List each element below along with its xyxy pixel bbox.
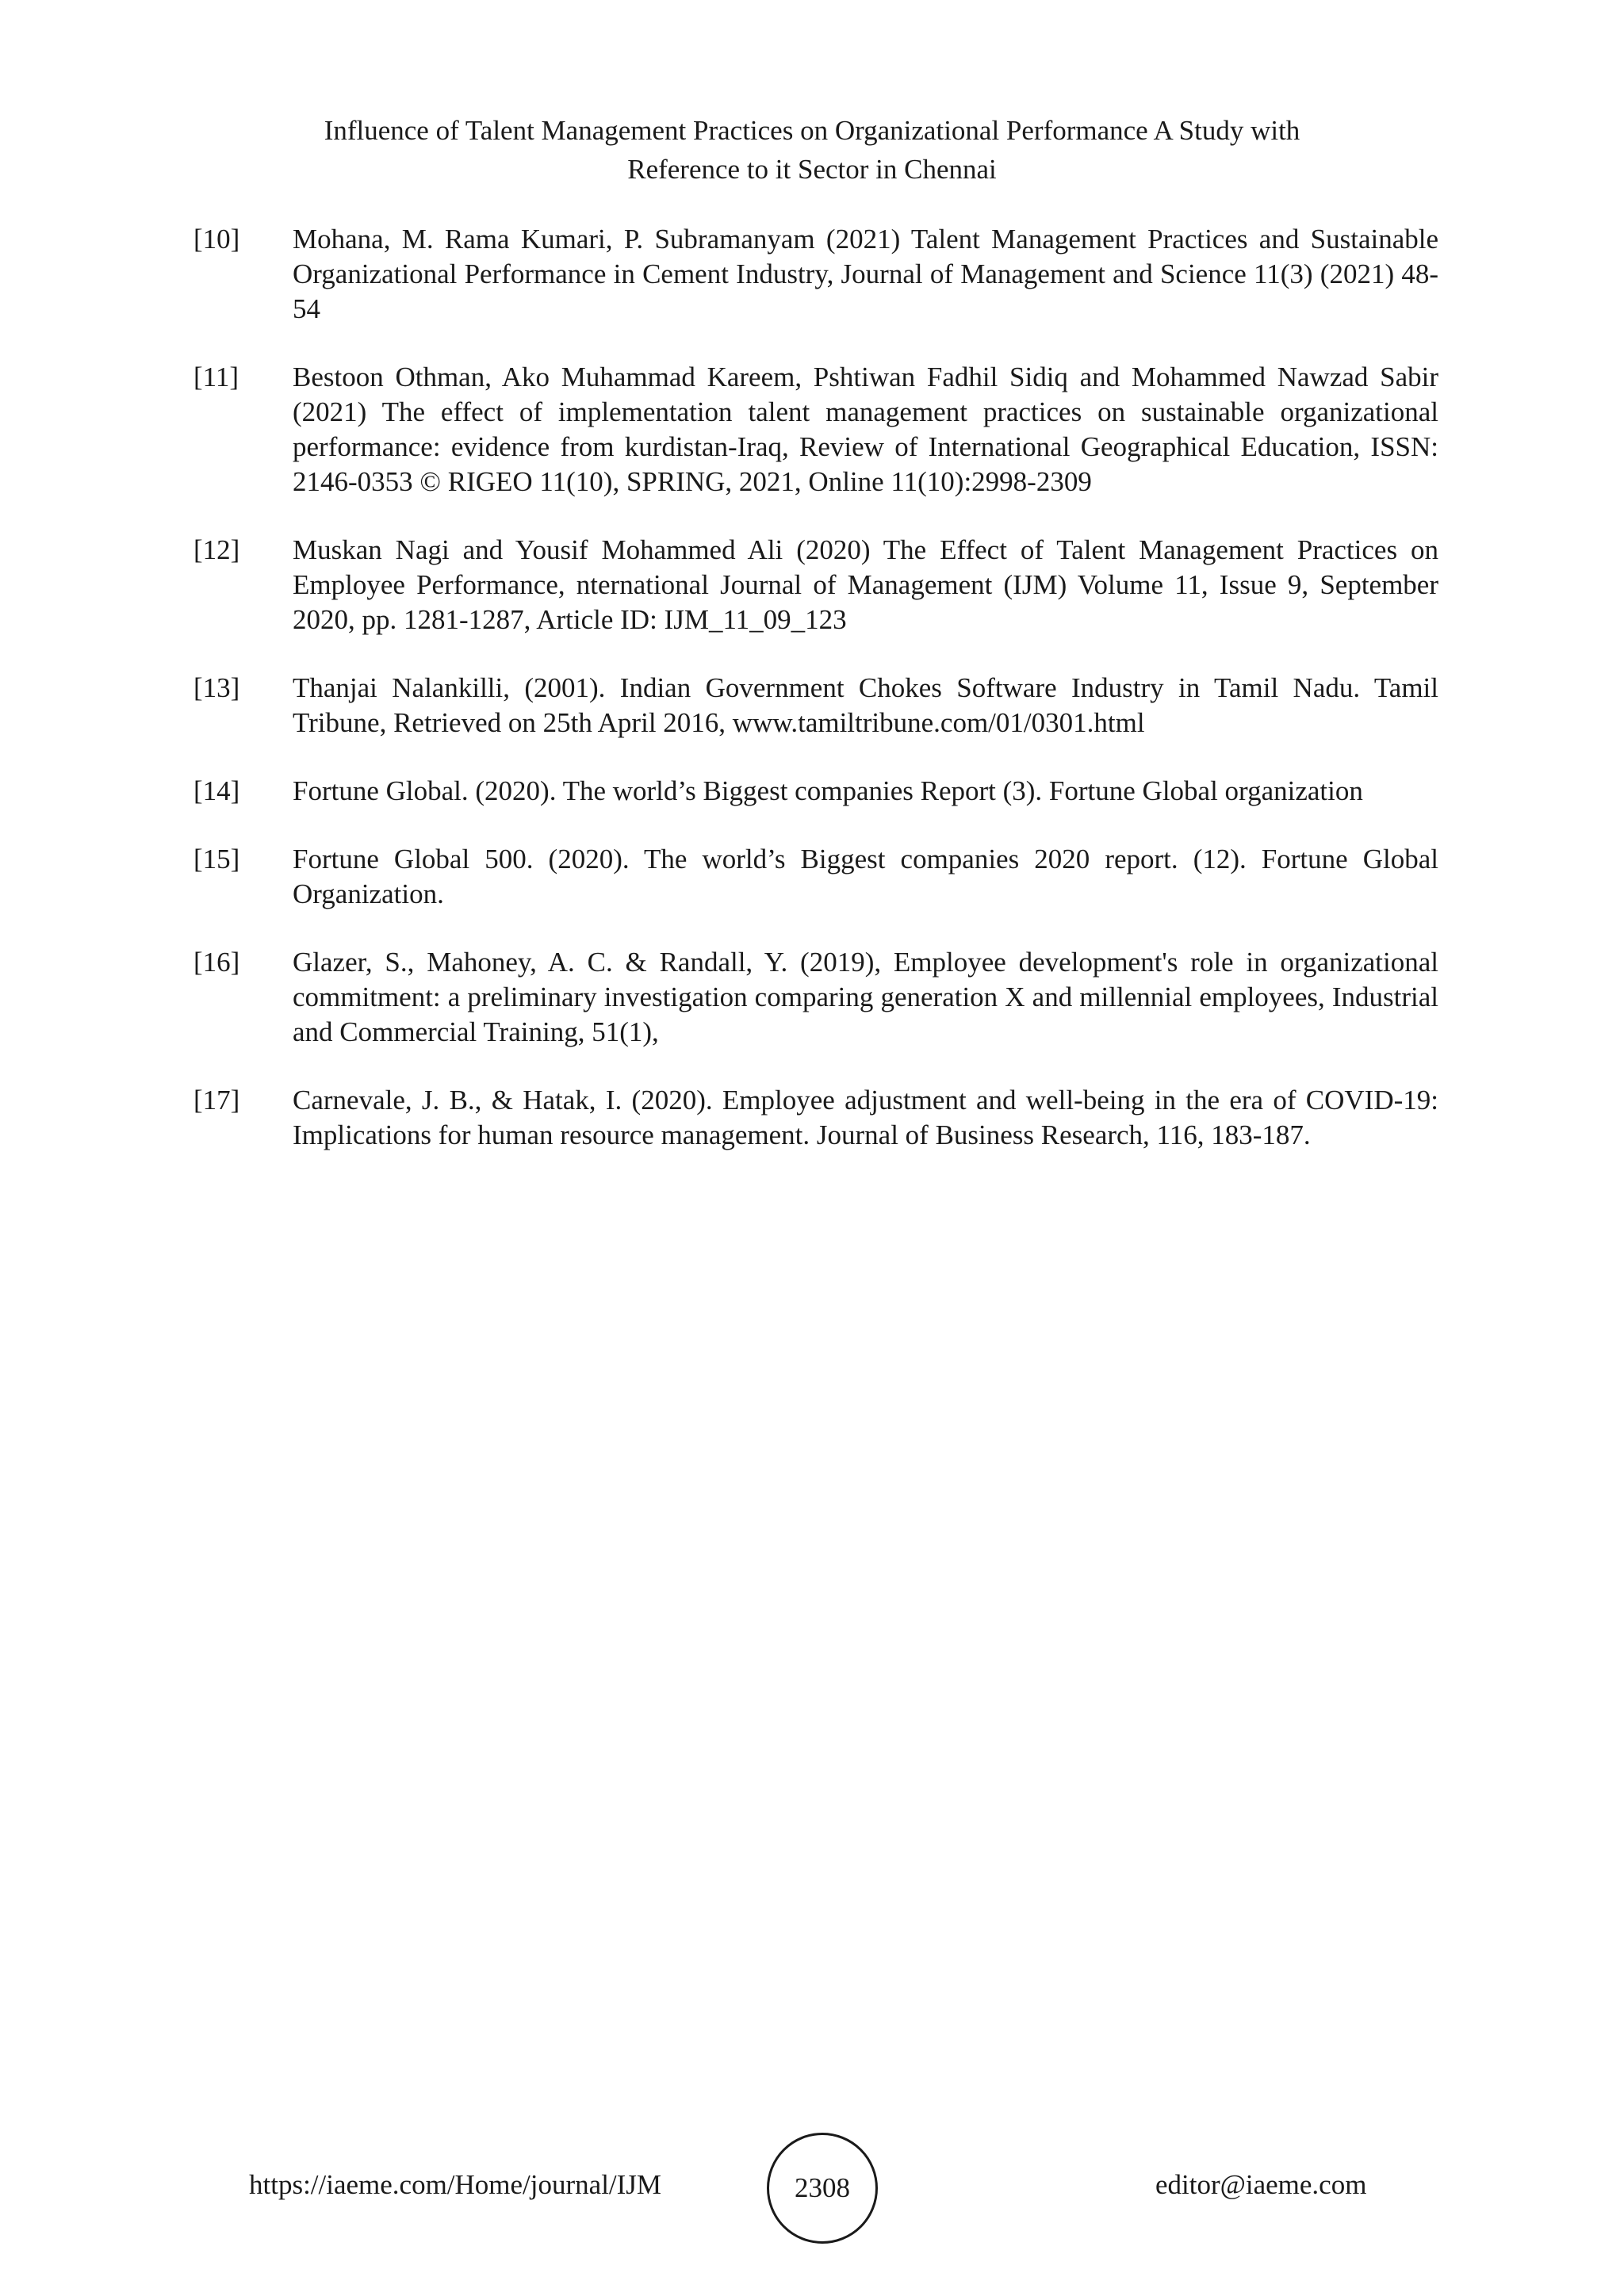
- running-header: [198, 111, 1426, 189]
- reference-number: [15]: [193, 844, 240, 874]
- reference-text: Fortune Global 500. (2020). The world’s Biggest companies 2020 report. (12). Fortune Global Organization.: [293, 844, 1438, 909]
- reference-item: [193, 1083, 1438, 1153]
- reference-item: [193, 360, 1438, 499]
- reference-text: Bestoon Othman, Ako Muhammad Kareem, Pshtiwan Fadhil Sidiq and Mohammed Nawzad Sabir (2021) The effect of implementation talent management practices on sustainable organizational performance: evidence from kurdistan-Iraq, Review of International Geographical Education, ISSN: 2146-0353 © RIGEO 11(10), SPRING, 2021, Online 11(10):2998-2309: [293, 362, 1438, 497]
- page-footer: [0, 2133, 1624, 2244]
- reference-item: [193, 945, 1438, 1050]
- reference-text: Glazer, S., Mahoney, A. C. & Randall, Y. (2019), Employee development's role in organizational commitment: a preliminary investigation comparing generation X and millennial employees, Industrial and Commercial Training, 51(1),: [293, 947, 1438, 1047]
- reference-number: [11]: [193, 362, 239, 392]
- reference-text: Carnevale, J. B., & Hatak, I. (2020). Employee adjustment and well-being in the era of COVID-19: Implications for human resource management. Journal of Business Research, 116, 183-187.: [293, 1085, 1438, 1150]
- header-title-line-2: Reference to it Sector in Chennai: [627, 154, 997, 185]
- reference-number: [12]: [193, 534, 240, 565]
- reference-item: [193, 222, 1438, 327]
- journal-url-link[interactable]: https://iaeme.com/Home/journal/IJM: [249, 2169, 662, 2200]
- reference-text: Muskan Nagi and Yousif Mohammed Ali (2020) The Effect of Talent Management Practices on Employee Performance, nternational Journal of Management (IJM) Volume 11, Issue 9, September 2020, pp. 1281-1287, Article ID: IJM_11_09_123: [293, 534, 1438, 635]
- reference-number: [10]: [193, 224, 240, 254]
- reference-text: Mohana, M. Rama Kumari, P. Subramanyam (2021) Talent Management Practices and Sustainable Organizational Performance in Cement Industry, Journal of Management and Science 11(3) (2021) 48-54: [293, 224, 1438, 324]
- reference-number: [14]: [193, 775, 240, 806]
- reference-item: [193, 533, 1438, 637]
- page-number: 2308: [795, 2172, 850, 2203]
- reference-number: [16]: [193, 947, 240, 978]
- reference-text: Thanjai Nalankilli, (2001). Indian Government Chokes Software Industry in Tamil Nadu. Tamil Tribune, Retrieved on 25th April 2016, www.tamiltribune.com/01/0301.html: [293, 672, 1438, 738]
- reference-text: Fortune Global. (2020). The world’s Biggest companies Report (3). Fortune Global organization: [293, 775, 1363, 806]
- reference-item: [193, 774, 1438, 809]
- header-title-line-1: Influence of Talent Management Practices on Organizational Performance A Study with: [324, 115, 1300, 146]
- reference-item: [193, 671, 1438, 740]
- reference-list: [193, 222, 1438, 1186]
- reference-number: [13]: [193, 672, 240, 703]
- editor-email-link[interactable]: editor@iaeme.com: [1155, 2169, 1367, 2200]
- page-number-circle: [767, 2133, 878, 2244]
- reference-item: [193, 842, 1438, 912]
- reference-number: [17]: [193, 1085, 240, 1115]
